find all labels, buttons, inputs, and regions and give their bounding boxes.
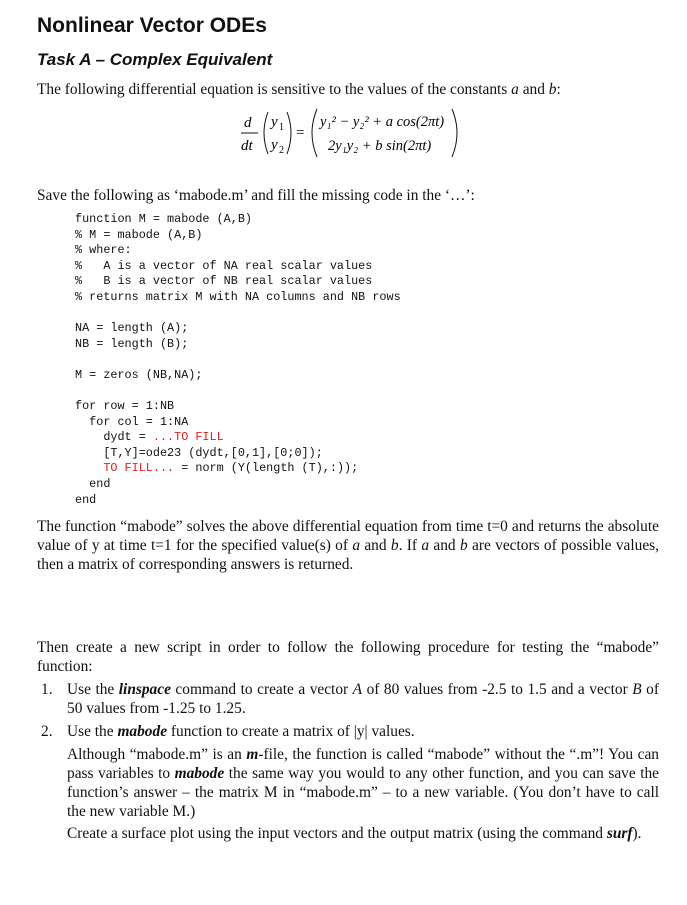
var-B: B	[632, 681, 642, 698]
step-text: the same way you would to any other function, and you can save the function’s answer – the matrix M in “mabode.m” – to a new variable. (You don’t have to call the new variable M.)	[67, 764, 660, 821]
differential-equation	[238, 106, 458, 160]
command-mabode: mabode	[174, 764, 225, 782]
eq-equals: =	[296, 125, 305, 141]
code-text: = norm (Y(length (T),:));	[174, 461, 359, 476]
code-line: for row = 1:NB	[75, 399, 175, 413]
desc-text: and	[429, 537, 460, 554]
command-mabode: mabode	[117, 723, 168, 741]
code-line: % B is a vector of NB real scalar values	[75, 274, 373, 289]
desc-text: The function “mabode” solves the above differential equation from time t=0 and returns the absolute value of y at time t=1 for the specified value(s) of	[37, 518, 659, 554]
var-b: b	[548, 81, 557, 98]
code-line: NA = length (A);	[75, 321, 189, 335]
code-block-lengths	[75, 321, 188, 352]
desc-text: and	[360, 537, 391, 554]
eq-y1: y	[271, 114, 278, 130]
code-line: % returns matrix M with NA columns and NB rows	[75, 289, 401, 304]
eq-row1: y₁² − y₂² + a cos(2πt)	[320, 114, 445, 130]
intro-paragraph	[37, 80, 659, 99]
var-A: A	[352, 681, 363, 698]
step-text: of 50 values from -1.25 to 1.25.	[67, 681, 659, 718]
var-a: a	[511, 81, 519, 98]
var-b: b	[390, 537, 399, 554]
desc-text: . If	[398, 537, 422, 554]
var-b: b	[459, 537, 468, 554]
eq-row2: 2y₁y₂ + b sin(2πt)	[328, 138, 432, 154]
intro-and: and	[518, 81, 549, 98]
step-text: Create a surface plot using the input vectors and the output matrix (using the command	[67, 825, 607, 843]
code-line: [T,Y]=ode23 (dydt,[0,1],[0;0]);	[75, 445, 323, 460]
command-surf: surf	[606, 825, 633, 843]
save-instruction: Save the following as ‘mabode.m’ and fill the missing code in the ‘…’:	[37, 187, 475, 204]
eq-right-paren	[287, 112, 291, 154]
code-line: % M = mabode (A,B)	[75, 227, 203, 242]
step-number: 2.	[41, 723, 53, 741]
m-file-term: m	[246, 745, 259, 763]
step-text: Use the	[67, 723, 118, 741]
code-line	[75, 461, 358, 477]
code-line: % where:	[75, 243, 132, 258]
eq-rhs-left-paren	[312, 109, 317, 157]
list-item	[37, 722, 659, 843]
var-a: a	[352, 537, 361, 554]
code-line: for col = 1:NA	[75, 414, 189, 429]
code-line: M = zeros (NB,NA);	[75, 368, 203, 382]
page-title: Nonlinear Vector ODEs	[37, 14, 267, 37]
code-block-zeros	[75, 368, 202, 384]
step-text: ).	[632, 825, 642, 843]
to-fill-marker: TO FILL...	[75, 461, 175, 476]
to-fill-marker: ...TO FILL	[152, 430, 224, 445]
eq-d: d	[244, 115, 252, 131]
step-text: command to create a vector	[170, 681, 353, 698]
code-line: NB = length (B);	[75, 336, 189, 351]
step-text: function to create a matrix of |y| values.	[167, 723, 415, 741]
list-item	[37, 680, 659, 718]
step-note	[67, 745, 659, 822]
code-line: end	[75, 476, 111, 491]
code-line: function M = mabode (A,B)	[75, 212, 252, 226]
step-number: 1.	[41, 681, 53, 698]
eq-y1-sub: 1	[279, 122, 284, 133]
eq-dt: dt	[241, 138, 253, 154]
step-note	[67, 824, 659, 843]
var-a: a	[421, 537, 430, 554]
step-text: Use the	[67, 681, 119, 698]
eq-rhs-right-paren	[452, 109, 457, 157]
code-text: dydt =	[75, 430, 153, 445]
step-text: -file, the function is called “mabode” without the “.m”! You can pass variables to	[67, 745, 659, 782]
eq-y2: y	[271, 137, 278, 153]
function-description	[37, 517, 659, 574]
step-text: of 80 values from -2.5 to 1.5 and a vector	[362, 681, 633, 698]
step-text: Although “mabode.m” is an	[67, 745, 247, 763]
equation-graphic	[238, 106, 468, 162]
code-line	[75, 430, 358, 446]
eq-y2-sub: 2	[279, 145, 284, 156]
eq-left-paren	[264, 112, 268, 154]
script-instruction: Then create a new script in order to follow the following procedure for testing the “mabode” function:	[37, 639, 659, 675]
code-line: % A is a vector of NA real scalar values	[75, 258, 373, 273]
code-block-header	[75, 212, 401, 306]
task-heading: Task A – Complex Equivalent	[37, 50, 273, 69]
intro-colon: :	[556, 81, 561, 98]
code-line: end	[75, 492, 97, 507]
code-block-loop	[75, 399, 358, 508]
procedure-list	[37, 680, 659, 848]
command-linspace: linspace	[118, 681, 171, 698]
intro-text: The following differential equation is sensitive to the values of the constants	[37, 81, 512, 98]
desc-text: are vectors of possible values, then a matrix of corresponding answers is returned.	[37, 537, 659, 573]
